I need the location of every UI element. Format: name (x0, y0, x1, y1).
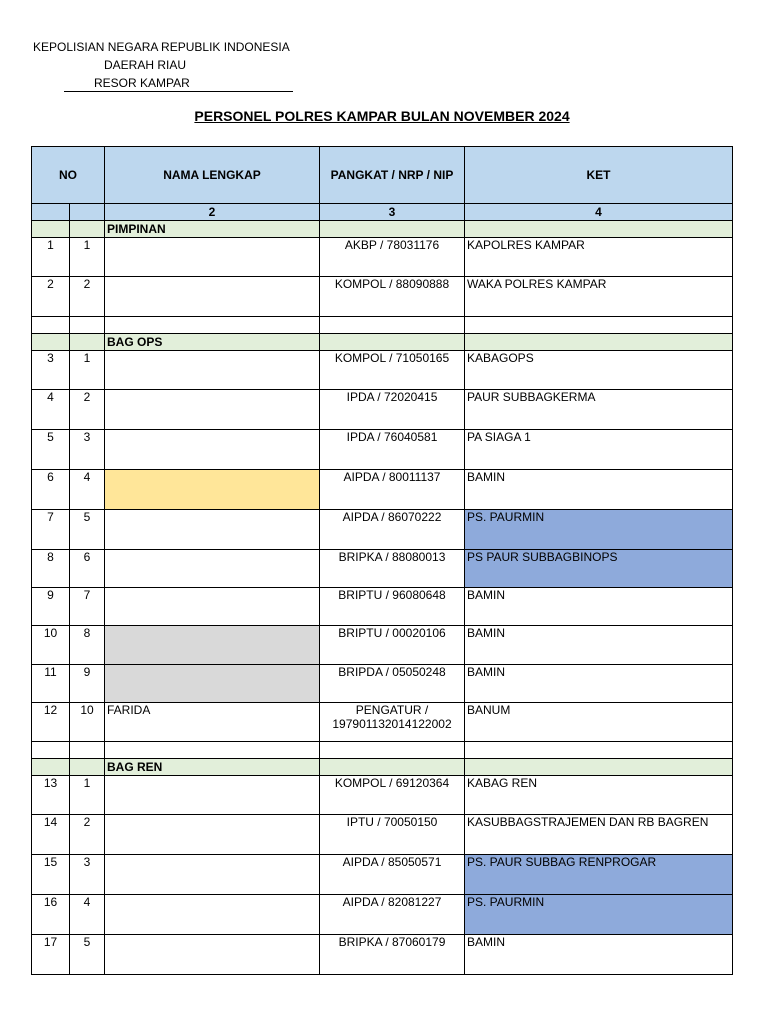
row-name (105, 776, 320, 815)
row-rank: BRIPDA / 05050248 (320, 665, 465, 703)
row-number: 8 (32, 550, 70, 588)
row-number: 10 (32, 626, 70, 665)
letterhead-underline (64, 91, 293, 92)
column-header-no: NO (32, 147, 105, 204)
row-sub-number: 1 (70, 351, 105, 390)
table-row (32, 238, 733, 277)
row-sub-number: 8 (70, 626, 105, 665)
row-sub-number: 10 (70, 703, 105, 742)
row-ket: BANUM (465, 703, 733, 742)
section-row-bag-ren (32, 759, 733, 776)
letterhead-line-resort: RESOR KAMPAR (94, 76, 190, 90)
row-ket: BAMIN (465, 665, 733, 703)
table-row (32, 935, 733, 975)
letterhead-line-region: DAERAH RIAU (104, 58, 187, 72)
row-sub-number: 4 (70, 895, 105, 935)
section-row-bag-ops (32, 334, 733, 351)
row-name (105, 626, 320, 665)
section-label: PIMPINAN (105, 221, 320, 238)
row-ket: PS. PAUR SUBBAG RENPROGAR (465, 855, 733, 895)
row-sub-number: 1 (70, 776, 105, 815)
row-ket: KAPOLRES KAMPAR (465, 238, 733, 277)
row-rank: BRIPKA / 87060179 (320, 935, 465, 975)
blank-row (32, 742, 733, 759)
row-name (105, 351, 320, 390)
blank-row (32, 317, 733, 334)
column-header-ket: KET (465, 147, 733, 204)
row-number: 7 (32, 510, 70, 550)
row-number: 5 (32, 430, 70, 470)
row-rank: IPDA / 72020415 (320, 390, 465, 430)
row-sub-number: 5 (70, 510, 105, 550)
row-ket: WAKA POLRES KAMPAR (465, 277, 733, 317)
row-number: 6 (32, 470, 70, 510)
table-row (32, 550, 733, 588)
row-number: 2 (32, 277, 70, 317)
row-sub-number: 1 (70, 238, 105, 277)
row-name (105, 815, 320, 855)
table-row (32, 351, 733, 390)
row-number: 12 (32, 703, 70, 742)
row-rank: KOMPOL / 71050165 (320, 351, 465, 390)
row-rank: IPDA / 76040581 (320, 430, 465, 470)
row-name (105, 550, 320, 588)
row-sub-number: 2 (70, 277, 105, 317)
row-ket: KABAG REN (465, 776, 733, 815)
table-row (32, 470, 733, 510)
row-ket: KASUBBAGSTRAJEMEN DAN RB BAGREN (465, 815, 733, 855)
table-row (32, 588, 733, 626)
letterhead-line-institution: KEPOLISIAN NEGARA REPUBLIK INDONESIA (33, 40, 290, 54)
table-header-row (32, 147, 733, 204)
column-number-name: 2 (105, 204, 320, 221)
row-number: 3 (32, 351, 70, 390)
row-name (105, 855, 320, 895)
row-rank: AIPDA / 86070222 (320, 510, 465, 550)
row-name (105, 430, 320, 470)
row-name (105, 665, 320, 703)
row-rank: IPTU / 70050150 (320, 815, 465, 855)
row-name (105, 277, 320, 317)
row-rank: KOMPOL / 88090888 (320, 277, 465, 317)
row-ket: PS. PAURMIN (465, 510, 733, 550)
table-row (32, 895, 733, 935)
row-ket: PAUR SUBBAGKERMA (465, 390, 733, 430)
section-label: BAG REN (105, 759, 320, 776)
row-ket: BAMIN (465, 470, 733, 510)
row-rank: AIPDA / 80011137 (320, 470, 465, 510)
row-name (105, 588, 320, 626)
row-ket: BAMIN (465, 626, 733, 665)
section-label: BAG OPS (105, 334, 320, 351)
row-rank: AIPDA / 85050571 (320, 855, 465, 895)
row-ket: KABAGOPS (465, 351, 733, 390)
section-row-pimpinan (32, 221, 733, 238)
letterhead (33, 38, 293, 92)
row-sub-number: 3 (70, 855, 105, 895)
column-number-row (32, 204, 733, 221)
row-number: 16 (32, 895, 70, 935)
column-number-ket: 4 (465, 204, 733, 221)
table-row (32, 665, 733, 703)
row-name: FARIDA (105, 703, 320, 742)
table-row (32, 430, 733, 470)
row-name (105, 238, 320, 277)
column-header-rank: PANGKAT / NRP / NIP (320, 147, 465, 204)
row-ket: PS PAUR SUBBAGBINOPS (465, 550, 733, 588)
row-rank: KOMPOL / 69120364 (320, 776, 465, 815)
table-row (32, 510, 733, 550)
row-rank (320, 703, 465, 742)
row-rank-line2: 197901132014122002 (332, 717, 452, 731)
row-sub-number: 7 (70, 588, 105, 626)
row-number: 4 (32, 390, 70, 430)
row-sub-number: 5 (70, 935, 105, 975)
row-rank: AKBP / 78031176 (320, 238, 465, 277)
row-name (105, 935, 320, 975)
column-number-no (32, 204, 70, 221)
row-ket: PS. PAURMIN (465, 895, 733, 935)
column-header-name: NAMA LENGKAP (105, 147, 320, 204)
column-number-sub (70, 204, 105, 221)
row-ket: BAMIN (465, 935, 733, 975)
row-number: 9 (32, 588, 70, 626)
personnel-table (31, 146, 733, 975)
column-number-rank: 3 (320, 204, 465, 221)
row-number: 17 (32, 935, 70, 975)
row-sub-number: 3 (70, 430, 105, 470)
table-row (32, 626, 733, 665)
row-sub-number: 2 (70, 815, 105, 855)
row-rank: BRIPTU / 96080648 (320, 588, 465, 626)
row-rank: AIPDA / 82081227 (320, 895, 465, 935)
row-number: 11 (32, 665, 70, 703)
row-name (105, 390, 320, 430)
table-row (32, 390, 733, 430)
row-rank: BRIPKA / 88080013 (320, 550, 465, 588)
row-name (105, 895, 320, 935)
row-sub-number: 9 (70, 665, 105, 703)
document-title: PERSONEL POLRES KAMPAR BULAN NOVEMBER 2024 (194, 108, 570, 124)
row-number: 14 (32, 815, 70, 855)
table-row (32, 815, 733, 855)
row-rank: BRIPTU / 00020106 (320, 626, 465, 665)
row-name (105, 510, 320, 550)
row-ket: BAMIN (465, 588, 733, 626)
table-row (32, 776, 733, 815)
row-number: 15 (32, 855, 70, 895)
row-number: 1 (32, 238, 70, 277)
row-number: 13 (32, 776, 70, 815)
table-row (32, 277, 733, 317)
table-row (32, 855, 733, 895)
table-row (32, 703, 733, 742)
row-name (105, 470, 320, 510)
row-sub-number: 2 (70, 390, 105, 430)
row-ket: PA SIAGA 1 (465, 430, 733, 470)
row-sub-number: 6 (70, 550, 105, 588)
row-sub-number: 4 (70, 470, 105, 510)
row-rank-line1: PENGATUR / (355, 703, 429, 717)
